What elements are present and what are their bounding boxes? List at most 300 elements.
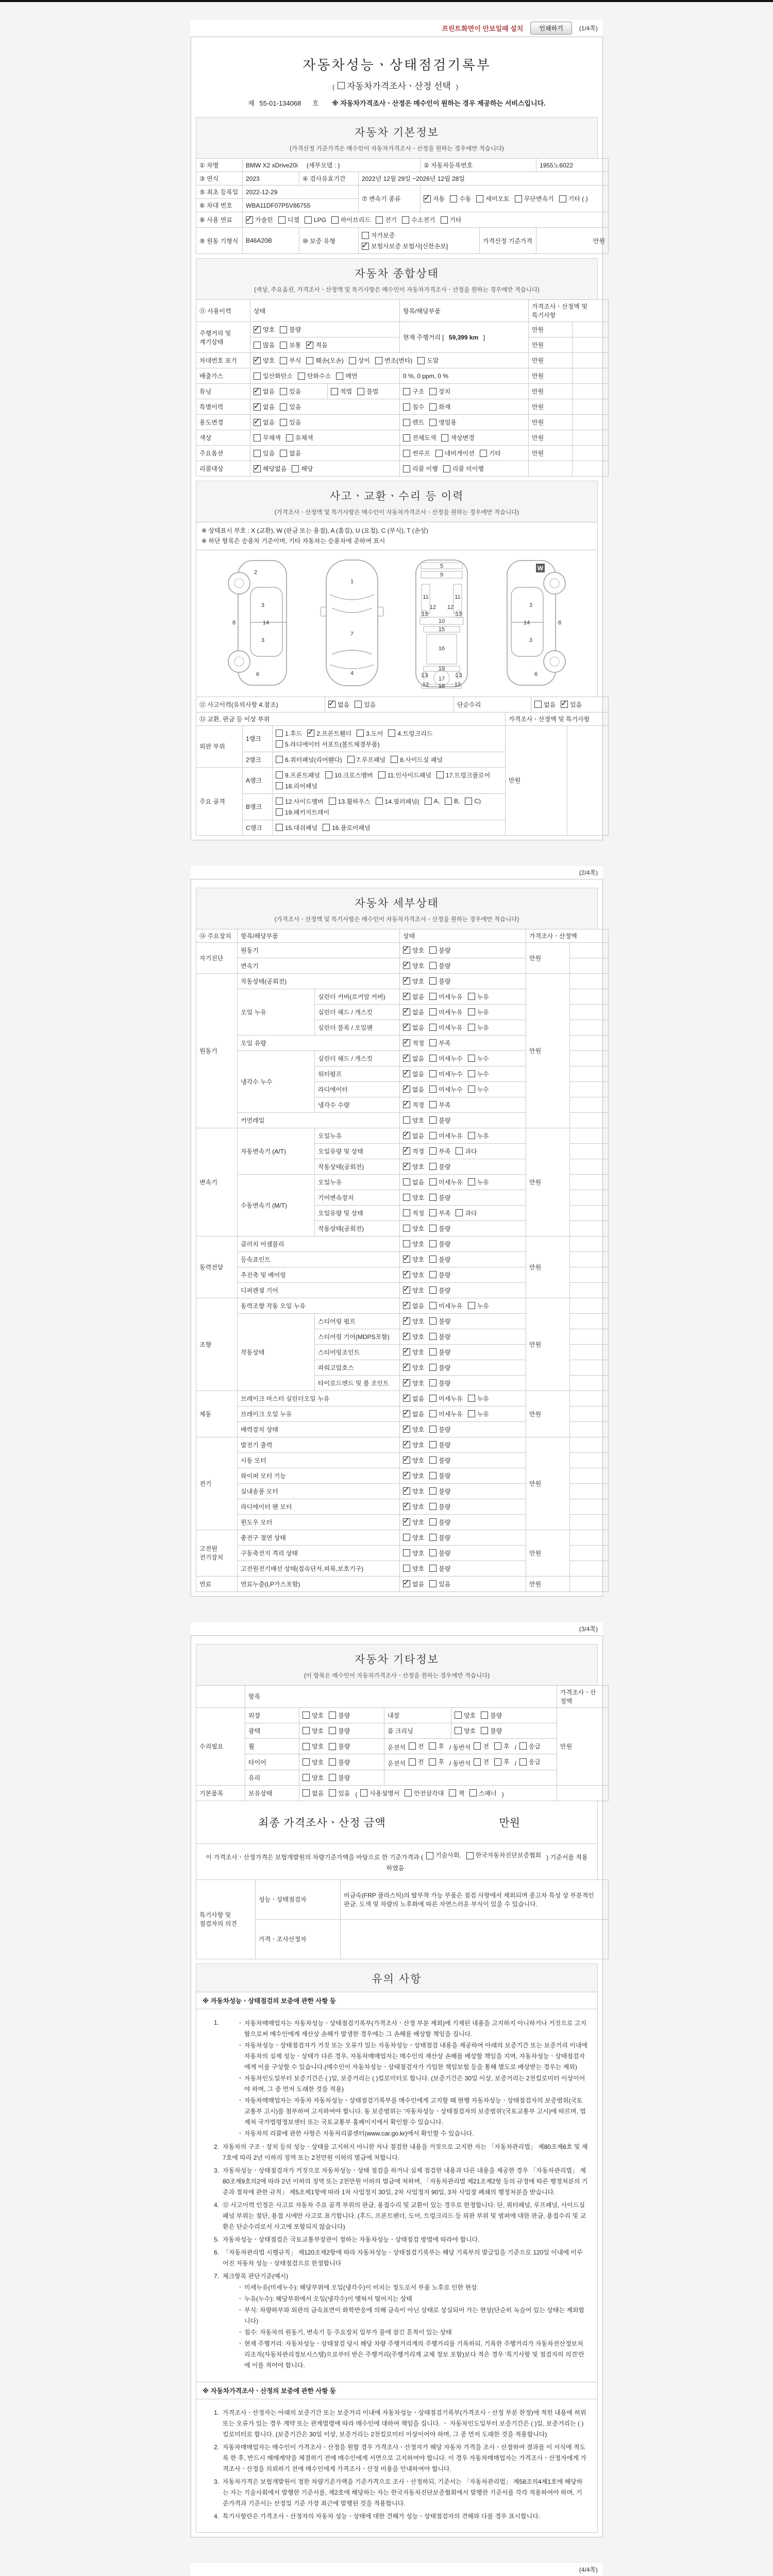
page-strip-2 xyxy=(191,866,603,879)
checkbox-label: 불량 xyxy=(439,1271,451,1279)
sheet-3 xyxy=(191,1635,603,2537)
checkbox xyxy=(429,1456,436,1464)
checkbox-label: 불량 xyxy=(490,1727,502,1735)
checkbox xyxy=(254,372,261,380)
checkbox-option xyxy=(278,215,299,224)
checkbox-label: 양호 xyxy=(412,1333,425,1341)
checkbox-option xyxy=(468,992,489,1001)
checkbox xyxy=(429,1487,436,1495)
wheel-opts xyxy=(299,1738,384,1754)
option-text: 이 가격조사ㆍ산정가격은 보험개발원의 차량기준가액을 바탕으로 한 기준가격과 ( xyxy=(206,1853,424,1861)
basic-info-table xyxy=(196,158,609,254)
checkbox xyxy=(429,1379,436,1386)
detail-group: 동력전달 xyxy=(196,1236,238,1298)
row-color-label: 색상 xyxy=(196,430,250,446)
interior-opts xyxy=(451,1707,557,1723)
detail-subgroup: 오일 누유 xyxy=(238,989,315,1035)
detail-row xyxy=(196,973,609,989)
checkbox-option xyxy=(329,1742,350,1751)
detail-unit: 만원 xyxy=(526,1437,570,1530)
checkbox xyxy=(429,1333,436,1340)
blank-cell xyxy=(570,1159,609,1174)
checkbox-label: 누수 xyxy=(477,1070,489,1078)
detail-subgroup: 작동상태 xyxy=(238,1313,315,1391)
detail-unit: 만원 xyxy=(526,973,570,1128)
checkbox-option xyxy=(429,1209,450,1217)
checkbox xyxy=(429,419,436,426)
checkbox-option xyxy=(429,1471,450,1480)
checkbox-option xyxy=(328,700,349,709)
detail-unit: 만원 xyxy=(526,1530,570,1576)
checkbox-label: 양호 xyxy=(312,1727,324,1735)
rankA-label: A랭크 xyxy=(243,767,273,793)
panel-number: 9 xyxy=(440,571,444,578)
detail-group: 변속기 xyxy=(196,1128,238,1236)
checkbox-option xyxy=(515,194,554,203)
detail-state xyxy=(400,1561,526,1576)
checkbox xyxy=(468,1070,475,1077)
checkbox xyxy=(429,977,436,985)
checkbox xyxy=(429,388,436,395)
exchange-head-left: ⑬ 교환, 판금 등 이상 부위 xyxy=(196,712,506,725)
checkbox-option xyxy=(280,449,301,457)
notice-number: 3. xyxy=(213,2166,219,2174)
checkbox-label: 리콜 미이행 xyxy=(452,465,484,472)
option-text: / 동반석 xyxy=(449,1744,471,1752)
blank-cell xyxy=(570,1576,609,1591)
group-repair-need: 수리필요 xyxy=(196,1707,245,1785)
checkbox xyxy=(474,1758,481,1766)
notice-bullet: ㆍ 부식: 차량하부와 외판의 금속표면이 화학반응에 의해 금속이 아닌 상태로 상실되어 가는 현상(단순히 녹슬어 있는 상태는 제외합니다) xyxy=(237,2306,585,2325)
checkbox xyxy=(254,419,261,426)
checkbox-option xyxy=(403,1209,424,1217)
exterior-opts xyxy=(299,1707,384,1723)
blank-cell xyxy=(570,1236,609,1251)
notice-perf-list xyxy=(196,2009,598,2382)
checkbox-option xyxy=(403,1131,424,1140)
document-number-line xyxy=(196,98,598,108)
checkbox xyxy=(429,1518,436,1526)
checkbox-label: 부족 xyxy=(439,1039,451,1047)
checkbox xyxy=(515,195,522,202)
checkbox xyxy=(468,1178,475,1185)
detail-state xyxy=(400,1298,526,1313)
checkbox-option xyxy=(429,1440,450,1449)
blank-cell xyxy=(573,430,609,446)
checkbox-label: 수소전기 xyxy=(411,216,435,224)
value-fuel xyxy=(243,212,609,228)
checkbox xyxy=(468,1024,475,1031)
section-etc-title: 자동차 기타정보 xyxy=(355,1653,439,1666)
rankA-opts xyxy=(273,767,506,793)
checkbox-label: 양호 xyxy=(312,1758,324,1766)
checkbox-option xyxy=(429,1317,450,1326)
checkbox-label: 불량 xyxy=(439,1116,451,1124)
checkbox xyxy=(417,357,425,364)
opinion-inspector-label: 성능ㆍ상태점검자 xyxy=(256,1879,341,1919)
detail-state xyxy=(400,1530,526,1545)
checkbox-option xyxy=(429,402,450,411)
checkbox xyxy=(468,1410,475,1417)
wheel-positions xyxy=(384,1738,557,1754)
checkbox-option xyxy=(403,946,424,955)
detail-state xyxy=(400,1097,526,1112)
checkbox xyxy=(436,771,444,778)
checkbox-label: 불량 xyxy=(338,1727,350,1735)
checkbox-option xyxy=(403,1580,424,1588)
checkbox-label: 불량 xyxy=(439,962,451,970)
checkbox xyxy=(323,824,330,831)
detail-item: 실내송풍 모터 xyxy=(238,1483,400,1499)
checkbox-option xyxy=(429,1363,450,1372)
checkbox-label: 없음 xyxy=(412,1024,425,1031)
checkbox-label: 미세누수 xyxy=(439,1070,463,1078)
detail-state xyxy=(400,1576,526,1591)
panel-number: 10 xyxy=(438,618,445,624)
checkbox xyxy=(403,1024,410,1031)
tire-positions xyxy=(384,1754,557,1770)
checkbox-label: 전 xyxy=(483,1758,490,1766)
checkbox-label: 4.트렁크리드 xyxy=(397,730,433,737)
checkbox-label: 색상변경 xyxy=(450,434,475,442)
checkbox-label: 후 xyxy=(438,1758,444,1766)
option-text: ( xyxy=(332,83,335,91)
checkbox-option xyxy=(403,1147,424,1156)
checkbox xyxy=(429,1549,436,1556)
option-text: / xyxy=(514,1744,516,1752)
checkbox-label: 부족 xyxy=(439,1101,451,1109)
notice-text: 체크항목 판단기준(예시) xyxy=(223,2272,289,2280)
checkbox-option xyxy=(403,1425,424,1434)
checkbox xyxy=(403,993,410,1000)
panel-number: 6 xyxy=(256,671,260,677)
option-text: ) 기준서를 적용하였음 xyxy=(386,1853,588,1872)
detail-item: 기어변속장치 xyxy=(315,1190,400,1205)
checkbox-option xyxy=(429,1301,462,1310)
notice-bullet: ㆍ 미세누유(미세누수): 해당부위에 오일(냉각수)이 비치는 정도로서 부품 노후로 인한 현상 xyxy=(237,2283,477,2291)
checkbox xyxy=(456,1147,463,1155)
checkbox-label: 7.루프패널 xyxy=(356,756,386,764)
blank-cell xyxy=(570,1128,609,1143)
simple-repair-label: 단순수리 xyxy=(454,697,531,712)
checkbox-label: 16.플로어패널 xyxy=(332,824,371,832)
sheet-1 xyxy=(191,37,606,840)
checkbox xyxy=(254,434,261,442)
checkbox-option xyxy=(429,1518,450,1527)
checkbox-option xyxy=(403,1008,424,1016)
document-title: 자동차성능ㆍ상태점검기록부 xyxy=(303,57,491,73)
panel-number: 14 xyxy=(523,619,530,626)
checkbox-option xyxy=(254,449,275,457)
checkbox xyxy=(303,1774,310,1781)
checkbox-label: 불량 xyxy=(439,1256,451,1263)
checkbox xyxy=(443,465,450,472)
checkbox-label: 미세누유 xyxy=(439,1132,463,1140)
blank-cell xyxy=(573,368,609,384)
checkbox-option xyxy=(456,1209,477,1217)
repair-marker-w xyxy=(536,564,545,572)
checkbox-option xyxy=(307,729,351,738)
blank-cell xyxy=(573,399,609,415)
blank-cell xyxy=(570,1545,609,1561)
checkbox-option xyxy=(362,242,448,250)
detail-item: 오일 유량 xyxy=(238,1035,400,1050)
notice-item xyxy=(206,2247,588,2269)
blank-cell xyxy=(570,958,609,973)
checkbox-label: B, xyxy=(454,798,460,805)
checkbox-label: 있음 xyxy=(289,419,301,426)
glass-opts xyxy=(299,1770,384,1785)
checkbox xyxy=(409,1758,416,1766)
checkbox-option xyxy=(323,823,371,832)
sheet-2 xyxy=(191,879,603,1597)
detail-item: 작동상태(공회전) xyxy=(315,1221,400,1236)
page-indicator-2: (2/4쪽) xyxy=(579,869,598,876)
checkbox-option xyxy=(403,1502,424,1511)
blank-cell xyxy=(570,1344,609,1360)
checkbox-option xyxy=(466,1850,542,1861)
panel-number: 14 xyxy=(262,619,270,626)
code-note: ※ 상태표시 부호 : X (교환), W (판금 또는 용접), A (흠집), U (요철), C (부식), T (손상) xyxy=(201,527,428,534)
notice-price-head: ※ 자동차가격조사ㆍ산정의 보증에 관한 사항 등 xyxy=(196,2382,598,2399)
checkbox-option xyxy=(378,771,431,779)
checkbox-option xyxy=(305,216,326,224)
detail-state xyxy=(400,1499,526,1514)
checkbox-label: 후 xyxy=(438,1742,444,1750)
checkbox xyxy=(403,1039,410,1046)
checkbox-option xyxy=(336,371,357,380)
checkbox-label: 없음 xyxy=(412,1410,425,1418)
checkbox-option xyxy=(429,1131,462,1140)
blank-cell xyxy=(570,1050,609,1066)
checkbox-label: 없음 xyxy=(412,1302,425,1310)
checkbox-option xyxy=(426,1850,461,1861)
notice-text: 자동차성능ㆍ상태점검은 국토교통부장관이 정하는 자동차성능ㆍ상태점검 방법에 따라야 합니다. xyxy=(223,2235,480,2243)
checkbox-option xyxy=(403,1070,424,1078)
checkbox-option xyxy=(405,1789,444,1798)
checkbox-option xyxy=(429,1533,450,1542)
page-indicator-4: (4/4쪽) xyxy=(579,2566,598,2573)
detail-state xyxy=(400,1468,526,1483)
checkbox xyxy=(409,1742,416,1750)
checkbox-option xyxy=(424,194,445,203)
checkbox-option xyxy=(329,1789,350,1798)
checkbox-option xyxy=(298,371,331,380)
checkbox xyxy=(403,1487,410,1495)
checkbox-option xyxy=(429,977,450,986)
checkbox-label: 적정 xyxy=(412,1101,425,1109)
checkbox-option xyxy=(276,797,324,806)
detail-item: 시동 모터 xyxy=(238,1452,400,1468)
checkbox-option xyxy=(429,1410,462,1418)
checkbox-label: 있음 xyxy=(263,450,275,457)
checkbox xyxy=(403,1086,410,1093)
option-text: ) xyxy=(456,83,458,91)
checkbox-option xyxy=(474,1742,489,1751)
checkbox xyxy=(276,824,283,831)
row-usage-opts xyxy=(250,415,400,430)
detail-item: 스티어링 펌프 xyxy=(315,1313,400,1329)
checkbox-option xyxy=(280,402,301,411)
checkbox-label: 양호 xyxy=(412,1225,425,1232)
panel-number: 13 xyxy=(455,672,462,679)
checkbox xyxy=(403,1302,410,1309)
label-interior: 내장 xyxy=(384,1707,451,1723)
tire-opts xyxy=(299,1754,384,1770)
checkbox xyxy=(474,1742,481,1750)
checkbox xyxy=(441,216,448,224)
checkbox-option xyxy=(429,1394,462,1403)
checkbox-label: 없음 xyxy=(412,993,425,1001)
checkbox xyxy=(331,388,338,395)
row-special-items xyxy=(400,399,529,415)
checkbox xyxy=(403,1055,410,1062)
checkbox-option xyxy=(331,215,371,224)
checkbox-label: 양호 xyxy=(412,1271,425,1279)
checkbox-label: 전체도색 xyxy=(412,434,436,442)
checkbox xyxy=(403,1116,410,1124)
rankC-opts xyxy=(273,820,506,835)
checkbox-label: 적정 xyxy=(412,1039,425,1047)
checkbox-option xyxy=(403,1224,424,1233)
checkbox-label: 양호 xyxy=(412,1317,425,1325)
checkbox-label: 미세누수 xyxy=(439,1055,463,1062)
checkbox-option xyxy=(388,729,432,738)
checkbox-option xyxy=(429,1580,450,1588)
detail-item: 연료누출(LP가스포함) xyxy=(238,1576,400,1591)
checkbox xyxy=(403,1580,410,1587)
checkbox-label: 탄화수소 xyxy=(307,372,331,380)
checkbox-label: 누수 xyxy=(477,1055,489,1062)
checkbox-option xyxy=(559,194,588,203)
checkbox xyxy=(403,450,410,457)
checkbox xyxy=(429,1256,436,1263)
blank-cell xyxy=(570,1143,609,1159)
checkbox-label: 불량 xyxy=(439,1364,451,1371)
blank-cell xyxy=(570,1514,609,1530)
blank-cell xyxy=(570,1406,609,1421)
checkbox-option xyxy=(429,961,450,970)
checkbox xyxy=(403,1333,410,1340)
checkbox xyxy=(403,419,410,426)
overall-head-price: 가격조사ㆍ산정액 및 특기사항 xyxy=(529,300,609,322)
detail-group: 원동기 xyxy=(196,973,238,1128)
checkbox xyxy=(449,1789,456,1797)
notice-item xyxy=(206,2165,588,2198)
final-price-unit: 만원 xyxy=(499,1817,520,1829)
checkbox-label: 양호 xyxy=(263,326,275,333)
checkbox xyxy=(403,1441,410,1448)
print-button[interactable]: 인쇄하기 xyxy=(530,22,572,35)
checkbox xyxy=(403,1456,410,1464)
checkbox-label: 상이 xyxy=(358,357,370,364)
checkbox xyxy=(429,1225,436,1232)
detail-item: 오일유량 및 상태 xyxy=(315,1205,400,1221)
checkbox xyxy=(276,740,283,748)
value-car-submodel: (세부모델 : ) xyxy=(307,162,340,169)
checkbox xyxy=(307,730,314,737)
checkbox-option xyxy=(455,1711,476,1720)
checkbox-label: 전 xyxy=(417,1742,424,1750)
row-mileage-item: 현재 주행거리 [ 59,399 km ] xyxy=(400,322,529,353)
label-hold-state: 보유상태 xyxy=(245,1785,299,1801)
checkbox-label: 많음 xyxy=(263,342,275,349)
rankC-label: C랭크 xyxy=(243,820,273,835)
rank2-label: 2랭크 xyxy=(243,752,273,767)
blank-cell xyxy=(557,1785,609,1801)
notice-bullet: ㆍ 자동차인도일부터 보증기간은 ( )일, 보증거리는 ( )킬로미터로 합니다. (보증기간은 30일 이상, 보증거리는 2천킬로미터 이상이어야 하며, 그 중 먼저 도래한 것을 적용) xyxy=(237,2074,585,2093)
value-base-price-unit: 만원 xyxy=(536,228,609,254)
row-mileage-unit2: 만원 xyxy=(529,337,573,353)
checkbox xyxy=(280,388,287,395)
checkbox xyxy=(403,1395,410,1402)
detail-state xyxy=(400,1050,526,1066)
checkbox-label: 양호 xyxy=(412,1194,425,1201)
exchange-panel-table xyxy=(196,712,609,836)
section-notice-header xyxy=(196,1963,598,1992)
checkbox-option xyxy=(429,946,450,955)
checkbox-label: 있음 xyxy=(439,1580,451,1588)
detail-item: 원동기 xyxy=(238,942,400,958)
notice-number: 2. xyxy=(213,2143,219,2150)
checkbox-label: 누유 xyxy=(477,1302,489,1310)
section-accident-header xyxy=(196,481,598,522)
checkbox xyxy=(403,1503,410,1510)
checkbox xyxy=(403,1549,410,1556)
detail-state xyxy=(400,1437,526,1452)
value-car-name: BMW X2 xDrive20i (세부모델 : ) xyxy=(243,159,421,172)
blank-cell xyxy=(570,1020,609,1035)
checkbox-label: 없음 xyxy=(263,403,275,411)
checkbox-label: 불량 xyxy=(439,1487,451,1495)
checkbox xyxy=(429,1163,436,1170)
notice-number: 1. xyxy=(213,2409,219,2416)
checkbox xyxy=(429,1395,436,1402)
checkbox xyxy=(559,195,566,202)
detail-state xyxy=(400,1205,526,1221)
detail-unit: 만원 xyxy=(526,1128,570,1236)
detail-state xyxy=(400,1035,526,1050)
detail-state xyxy=(400,1251,526,1267)
checkbox-option xyxy=(429,1178,462,1187)
checkbox-label: 기타 ( ) xyxy=(568,195,588,202)
detail-row xyxy=(196,1298,609,1313)
blank-cell xyxy=(570,1499,609,1514)
car-diagram xyxy=(196,550,598,697)
section-etc-subtitle: (이 항목은 매수인이 자동차가격조사ㆍ산정을 원하는 경우에만 적습니다) xyxy=(304,1672,490,1679)
overall-head-usage: ⑪ 사용이력 xyxy=(196,300,250,322)
label-polish: 광택 xyxy=(245,1723,299,1738)
checkbox-label: 양호 xyxy=(412,1240,425,1248)
checkbox-label: 안전삼각대 xyxy=(414,1789,444,1797)
checkbox-label: 15.대쉬패널 xyxy=(285,824,318,832)
checkbox-label: 세미오토 xyxy=(485,195,510,202)
detail-item: 라디에이터 팬 모터 xyxy=(238,1499,400,1514)
blank-cell xyxy=(570,1004,609,1020)
checkbox xyxy=(403,1271,410,1278)
checkbox xyxy=(403,977,410,985)
checkbox-label: 양호 xyxy=(412,1286,425,1294)
blank-cell xyxy=(570,1066,609,1081)
detail-item: 파워고압호스 xyxy=(315,1360,400,1375)
blank-cell xyxy=(573,384,609,399)
label-first-reg: ⑤ 최초 등록일 xyxy=(196,185,243,199)
checkbox-label: 1.후드 xyxy=(285,730,303,737)
basis-note: ※ 하단 항목은 승용차 기준이며, 기타 자동차는 승용차에 준하여 표시 xyxy=(201,537,385,545)
checkbox-option xyxy=(303,1758,324,1767)
checkbox-label: 없음 xyxy=(412,1132,425,1140)
checkbox xyxy=(280,450,287,457)
